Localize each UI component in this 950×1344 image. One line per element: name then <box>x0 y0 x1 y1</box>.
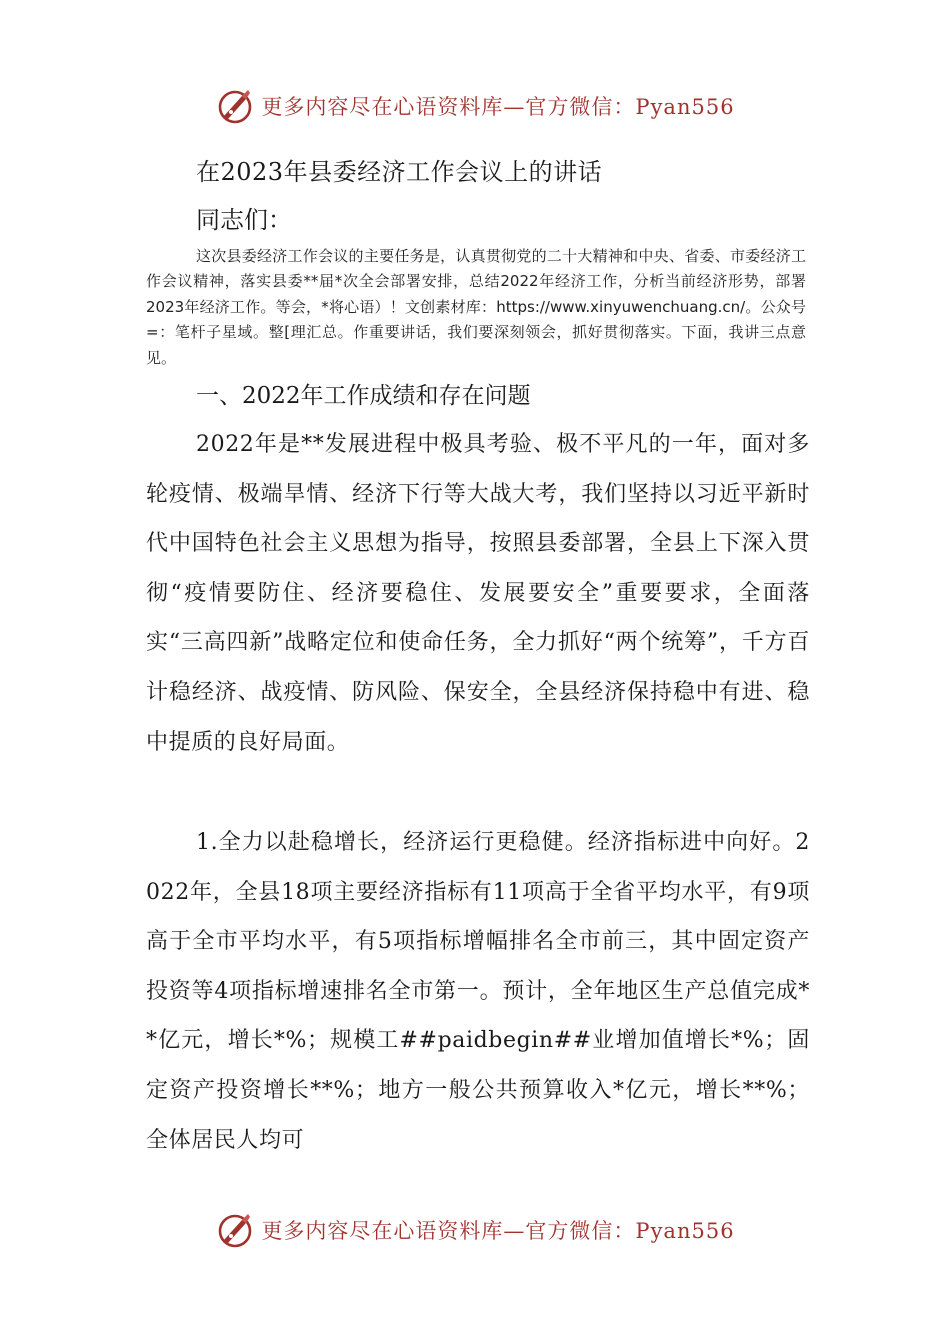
footer-watermark-banner <box>0 1208 950 1252</box>
pen-circle-logo-icon <box>215 86 255 126</box>
salutation: 同志们： <box>196 206 292 234</box>
watermark-text: 更多内容尽在心语资料库—官方微信：Pyan556 <box>261 95 735 119</box>
watermark-text: 更多内容尽在心语资料库—官方微信：Pyan556 <box>261 1219 735 1243</box>
document-title: 在2023年县委经济工作会议上的讲话 <box>196 158 603 186</box>
section-heading-1: 一、2022年工作成绩和存在问题 <box>196 383 531 409</box>
pen-circle-logo-icon <box>215 1210 255 1250</box>
intro-paragraph: 这次县委经济工作会议的主要任务是，认真贯彻党的二十大精神和中央、省委、市委经济工作会议精神，落实县委**届*次全会部署安排，总结2022年经济工作，分析当前经济形势，部署2023年经济工作。等会，*将心语）！文创素材库：https://www.xinyuwenchuang.cn/。公众号=：笔杆子星域。整[理汇总。作重要讲话，我们要深刻领会，抓好贯彻落实。下面，我讲三点意见。 <box>146 247 806 367</box>
body-paragraph-2: 1.全力以赴稳增长，经济运行更稳健。经济指标进中向好。2022年，全县18项主要经济指标有11项高于全省平均水平，有9项高于全市平均水平，有5项指标增幅排名全市前三，其中固定资产投资等4项指标增速排名全市第一。预计，全年地区生产总值完成**亿元，增长*%；规模工##paidbegin##业增加值增长*%；固定资产投资增长**%；地方一般公共预算收入*亿元，增长**%；全体居民人均可 <box>146 830 810 1153</box>
body-paragraph-1: 2022年是**发展进程中极具考验、极不平凡的一年，面对多轮疫情、极端旱情、经济下行等大战大考，我们坚持以习近平新时代中国特色社会主义思想为指导，按照县委部署，全县上下深入贯彻“疫情要防住、经济要稳住、发展要安全”重要要求，全面落实“三高四新”战略定位和使命任务，全力抓好“两个统筹”，千方百计稳经济、战疫情、防风险、保安全，全县经济保持稳中有进、稳中提质的良好局面。 <box>146 432 810 755</box>
header-watermark-banner <box>0 84 950 128</box>
